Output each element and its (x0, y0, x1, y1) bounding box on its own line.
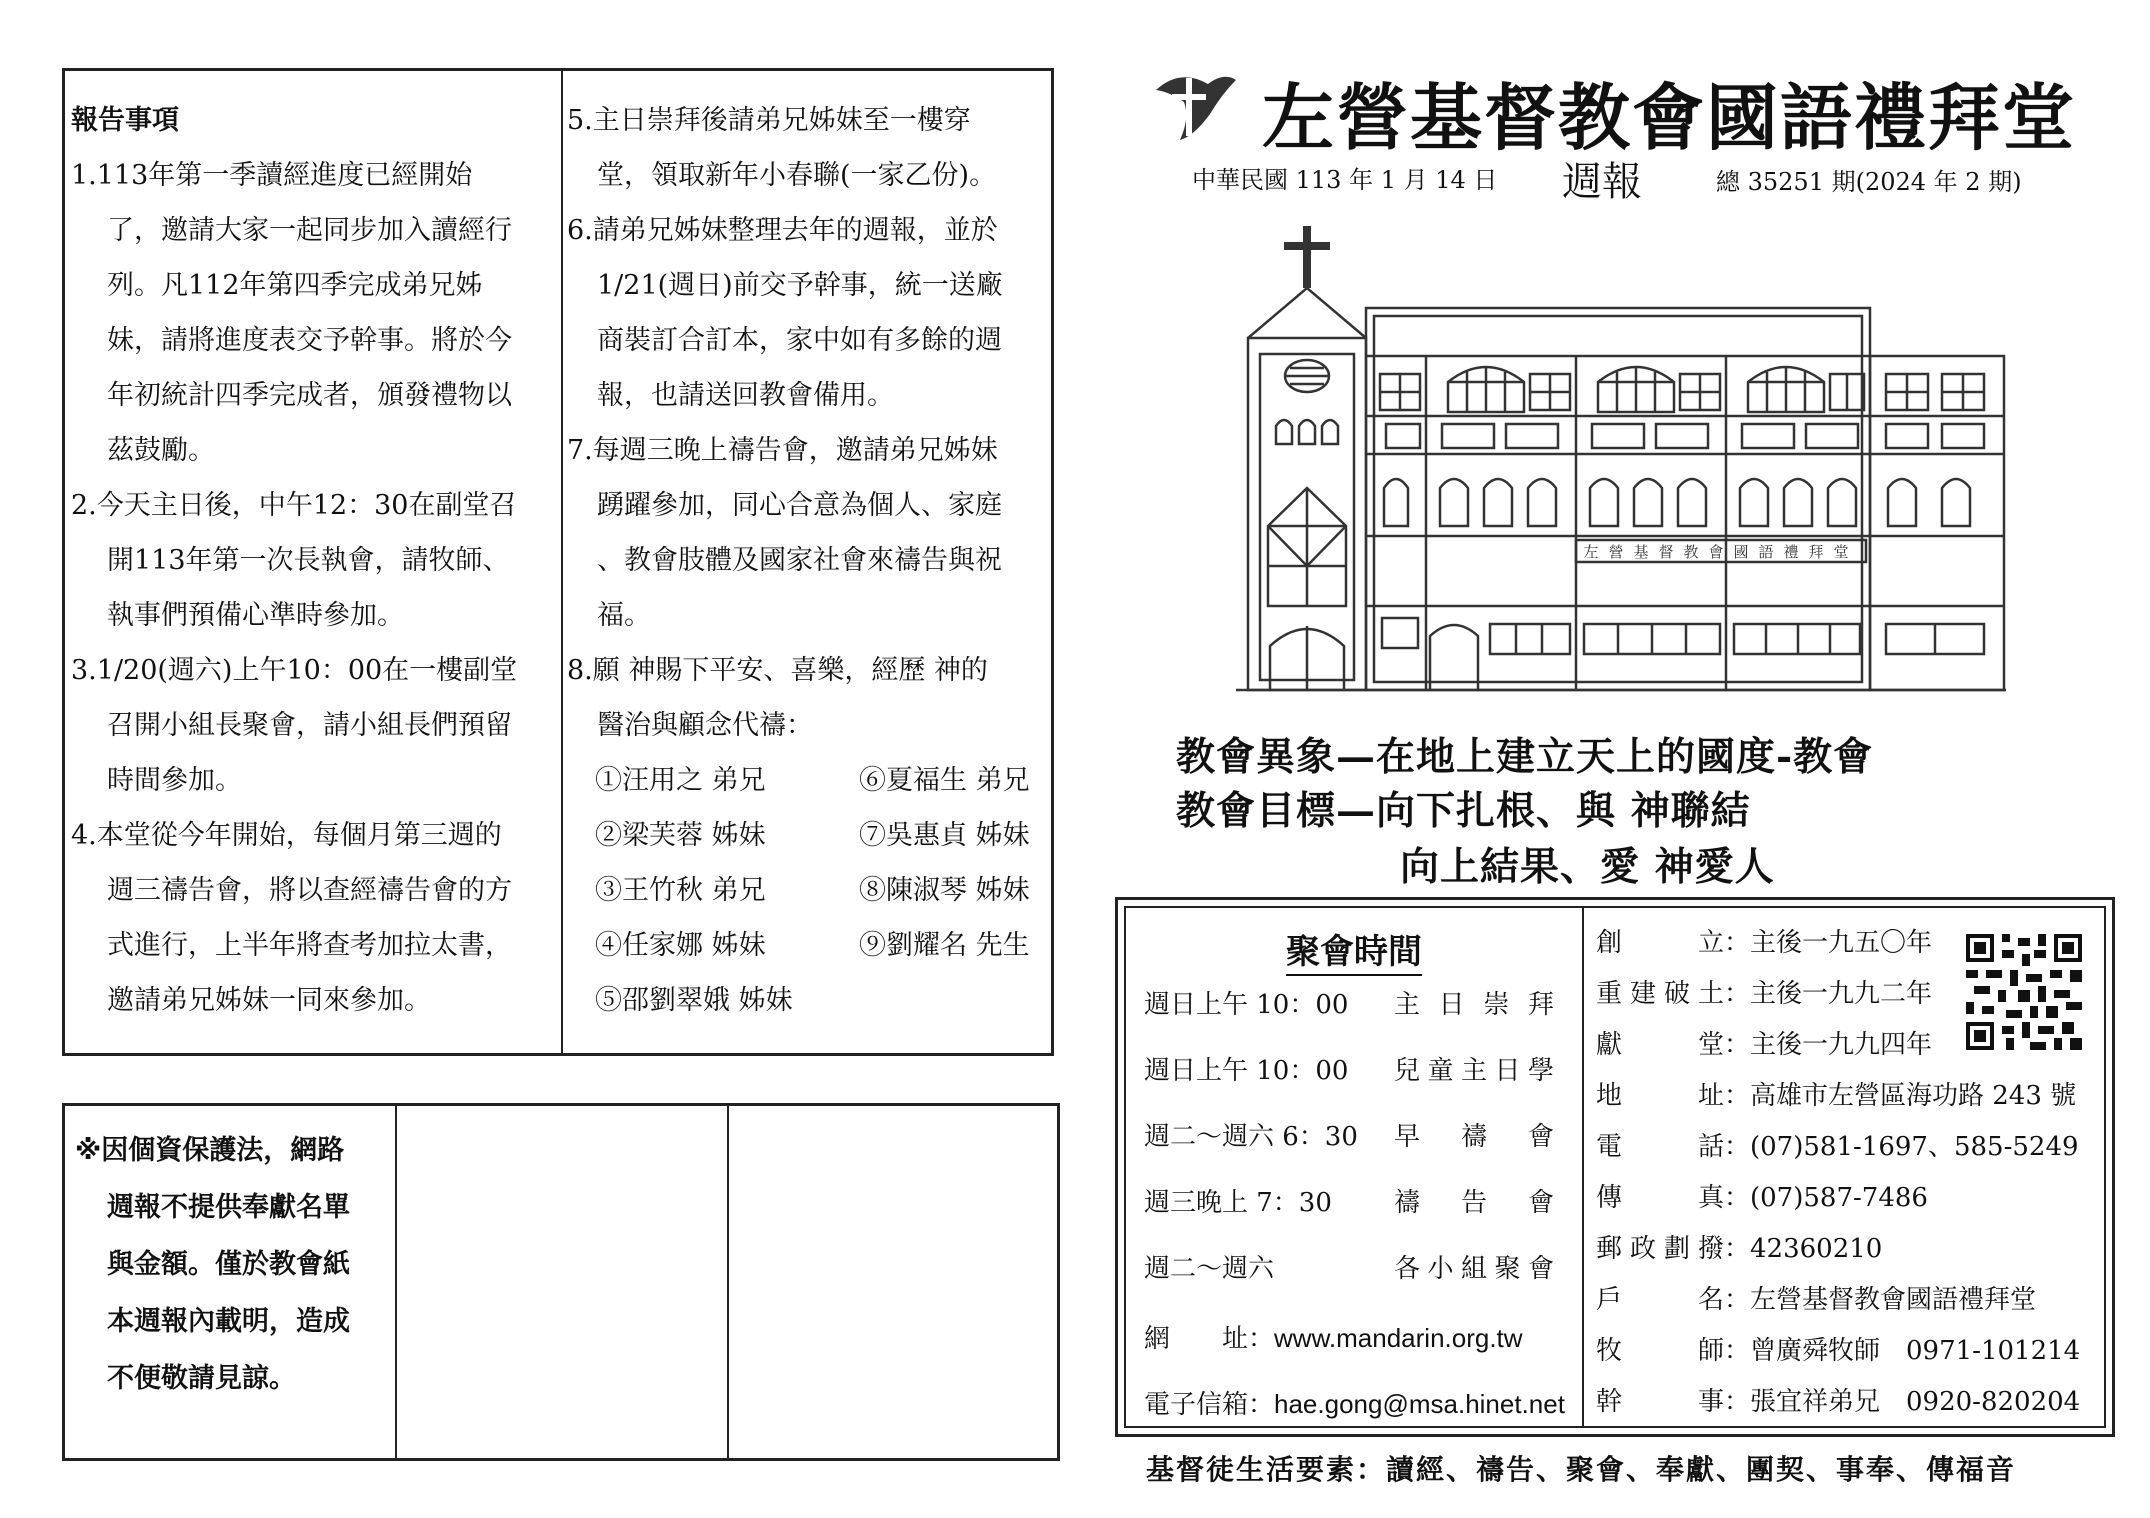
announcement-line: 週三禱告會，將以查經禱告會的方 (107, 875, 512, 906)
service-name: 禱告會 (1394, 1188, 1554, 1218)
announcement-line: 式進行，上半年將查考加拉太書， (107, 930, 512, 961)
privacy-notice-line: 週報不提供奉獻名單 (107, 1192, 350, 1223)
prayer-list-name: ⑨劉耀名 先生 (859, 930, 1030, 961)
announcements-right-column (567, 93, 1051, 1028)
email-label: 電子信箱： (1144, 1390, 1275, 1420)
website-label: 網 址： (1144, 1324, 1275, 1354)
announcement-line: 報，也請送回教會備用。 (597, 380, 894, 411)
fact-value: ：主後一九九四年 (1724, 1030, 1933, 1060)
church-fact-row (1596, 1177, 1928, 1214)
service-time: 週日上午 10：00 (1144, 1056, 1349, 1086)
service-row (1144, 1116, 1554, 1153)
service-time: 週日上午 10：00 (1144, 990, 1349, 1020)
prayer-list-row (567, 918, 1051, 973)
service-time: 週三晚上 7：30 (1144, 1188, 1332, 1218)
building-sign-text: 左營基督教會國語禮拜堂 (1583, 543, 1859, 561)
fact-value: ：高雄市左營區海功路 243 號 (1724, 1081, 2077, 1111)
prayer-list-name: ⑧陳淑琴 姊妹 (859, 875, 1030, 906)
fact-value: ：左營基督教會國語禮拜堂 (1724, 1285, 2037, 1315)
church-fact-row (1596, 1024, 1932, 1061)
prayer-list-name: ⑤邵劉翠娥 姊妹 (595, 985, 793, 1016)
prayer-list-row (567, 753, 1051, 808)
announcement-line: 堂，領取新年小春聯(一家乙份)。 (597, 160, 997, 191)
announcement-line: 5.主日崇拜後請弟兄姊妹至一樓穿 (567, 105, 971, 136)
fact-value: ：曾廣舜牧師 0971-101214 (1724, 1336, 2081, 1366)
service-times-title-text: 聚會時間 (1286, 932, 1422, 976)
service-row (1144, 1050, 1554, 1087)
service-time: 週二～週六 6：30 (1144, 1122, 1358, 1152)
announcements-left-column (71, 93, 559, 1028)
fact-label: 獻堂 (1596, 1030, 1724, 1060)
church-fact-row (1596, 973, 1932, 1010)
announcement-line: 執事們預備心準時參加。 (107, 600, 404, 631)
email-row (1144, 1384, 1565, 1421)
prayer-list-name: ①汪用之 弟兄 (595, 765, 766, 796)
fact-label: 牧師 (1596, 1336, 1724, 1366)
info-box-divider (1582, 908, 1584, 1426)
prayer-list-name: ④任家娜 姊妹 (595, 930, 766, 961)
fact-value: ：張宜祥弟兄 0920-820204 (1724, 1387, 2081, 1417)
church-fact-row (1596, 1330, 2080, 1367)
prayer-list-row (567, 863, 1051, 918)
bulletin-date: 中華民國 113 年 1 月 14 日 (1192, 166, 1498, 194)
announcement-line: 6.請弟兄姊妹整理去年的週報，並於 (567, 215, 998, 246)
prayer-list-name: ⑦吳惠貞 姊妹 (859, 820, 1030, 851)
fact-value: ：主後一九九二年 (1724, 979, 1933, 1009)
announcement-line: 1.113年第一季讀經進度已經開始 (71, 160, 473, 191)
prayer-list-name: ②梁芙蓉 姊妹 (595, 820, 766, 851)
service-times-title (1126, 924, 1582, 973)
qr-code-icon[interactable] (1966, 934, 2082, 1050)
announcement-line: 商裝訂合訂本，家中如有多餘的週 (597, 325, 1002, 356)
announcement-line: 妹，請將進度表交予幹事。將於今 (107, 325, 512, 356)
fact-label: 重建破土 (1596, 979, 1724, 1009)
announcement-line: 福。 (597, 600, 651, 631)
announcement-line: 7.每週三晚上禱告會，邀請弟兄姊妹 (567, 435, 998, 466)
announcement-line: 1/21(週日)前交予幹事，統一送廠 (597, 270, 1003, 301)
service-name: 兒童主日學 (1394, 1056, 1554, 1086)
website-row (1144, 1318, 1523, 1355)
announcement-line: 8.願 神賜下平安、喜樂，經歷 神的 (567, 655, 988, 686)
announcement-line: 召開小組長聚會，請小組長們預留 (107, 710, 512, 741)
fact-value: ：(07)581-1697、585-5249 (1724, 1132, 2079, 1162)
church-goal: 教會目標—向下扎根、與 神聯結 (1176, 788, 1751, 834)
announcement-line: 茲鼓勵。 (107, 435, 215, 466)
announcement-line: 時間參加。 (107, 765, 242, 796)
bulletin-label: 週報 (1562, 159, 1642, 205)
fact-value: ：(07)587-7486 (1724, 1183, 1928, 1213)
church-goal-continued: 向上結果、愛 神愛人 (1400, 844, 1775, 890)
announcement-line: 年初統計四季完成者，頒發禮物以 (107, 380, 512, 411)
fact-value: ：主後一九五〇年 (1724, 928, 1933, 958)
church-fact-row (1596, 1228, 1882, 1265)
prayer-list-name: ③王竹秋 弟兄 (595, 875, 766, 906)
christian-life-essentials: 基督徒生活要素：讀經、禱告、聚會、奉獻、團契、事奉、傳福音 (1146, 1453, 2017, 1486)
fact-value: ：42360210 (1724, 1234, 1883, 1264)
fact-label: 電話 (1596, 1132, 1724, 1162)
church-fact-row (1596, 1126, 2079, 1163)
announcement-line: 邀請弟兄姊妹一同來參加。 (107, 985, 431, 1016)
announcement-line: 踴躍參加，同心合意為個人、家庭 (597, 490, 1002, 521)
fact-label: 傳真 (1596, 1183, 1724, 1213)
announcement-line: 列。凡112年第四季完成弟兄姊 (107, 270, 483, 301)
fact-label: 郵政劃撥 (1596, 1234, 1724, 1264)
service-name: 早禱會 (1394, 1122, 1554, 1152)
service-name: 各小組聚會 (1394, 1254, 1554, 1284)
church-building-illustration (1236, 226, 2006, 692)
fact-label: 地址 (1596, 1081, 1724, 1111)
announcement-line: 開113年第一次長執會，請牧師、 (107, 545, 510, 576)
website-link[interactable]: www.mandarin.org.tw (1274, 1323, 1523, 1353)
church-fact-row (1596, 1381, 2080, 1418)
announcements-box (62, 68, 1054, 1056)
column-divider (561, 71, 563, 1053)
church-logo-icon (1150, 70, 1238, 142)
prayer-list-name: ⑥夏福生 弟兄 (859, 765, 1030, 796)
prayer-list-row (567, 808, 1051, 863)
church-fact-row (1596, 922, 1932, 959)
info-box-inner (1124, 906, 2106, 1428)
privacy-notice-line: ※因個資保護法，網路 (75, 1135, 345, 1166)
church-vision: 教會異象—在地上建立天上的國度-教會 (1176, 734, 1874, 780)
fact-label: 幹事 (1596, 1387, 1724, 1417)
announcement-line: 3.1/20(週六)上午10：00在一樓副堂 (71, 655, 518, 686)
announcement-line: 2.今天主日後，中午12：30在副堂召 (71, 490, 517, 521)
church-fact-row (1596, 1075, 2076, 1112)
privacy-notice-text (75, 1122, 445, 1407)
service-row (1144, 984, 1554, 1021)
email-link[interactable]: hae.gong@msa.hinet.net (1274, 1389, 1565, 1419)
box-divider (727, 1106, 729, 1458)
announcement-line: 、教會肢體及國家社會來禱告與祝 (597, 545, 1002, 576)
announcement-line: 4.本堂從今年開始，每個月第三週的 (71, 820, 502, 851)
fact-label: 戶名 (1596, 1285, 1724, 1315)
announcement-line: 醫治與顧念代禱： (597, 710, 813, 741)
fact-label: 創立 (1596, 928, 1724, 958)
announcements-heading: 報告事項 (71, 105, 179, 136)
service-name: 主日崇拜 (1394, 990, 1554, 1020)
announcement-line: 了，邀請大家一起同步加入讀經行 (107, 215, 512, 246)
church-info-box (1115, 897, 2115, 1437)
privacy-notice-line: 本週報內載明，造成 (107, 1306, 350, 1337)
service-row (1144, 1182, 1554, 1219)
privacy-notice-box (62, 1103, 1060, 1461)
privacy-notice-line: 不便敬請見諒。 (107, 1363, 296, 1394)
service-row (1144, 1248, 1554, 1285)
service-time: 週二～週六 (1144, 1254, 1275, 1284)
church-fact-row (1596, 1279, 2036, 1316)
issue-number: 總 35251 期(2024 年 2 期) (1716, 168, 2022, 196)
church-name-title: 左營基督教會國語禮拜堂 (1262, 75, 2077, 160)
prayer-list-row (567, 973, 1051, 1028)
privacy-notice-line: 與金額。僅於教會紙 (107, 1249, 350, 1280)
